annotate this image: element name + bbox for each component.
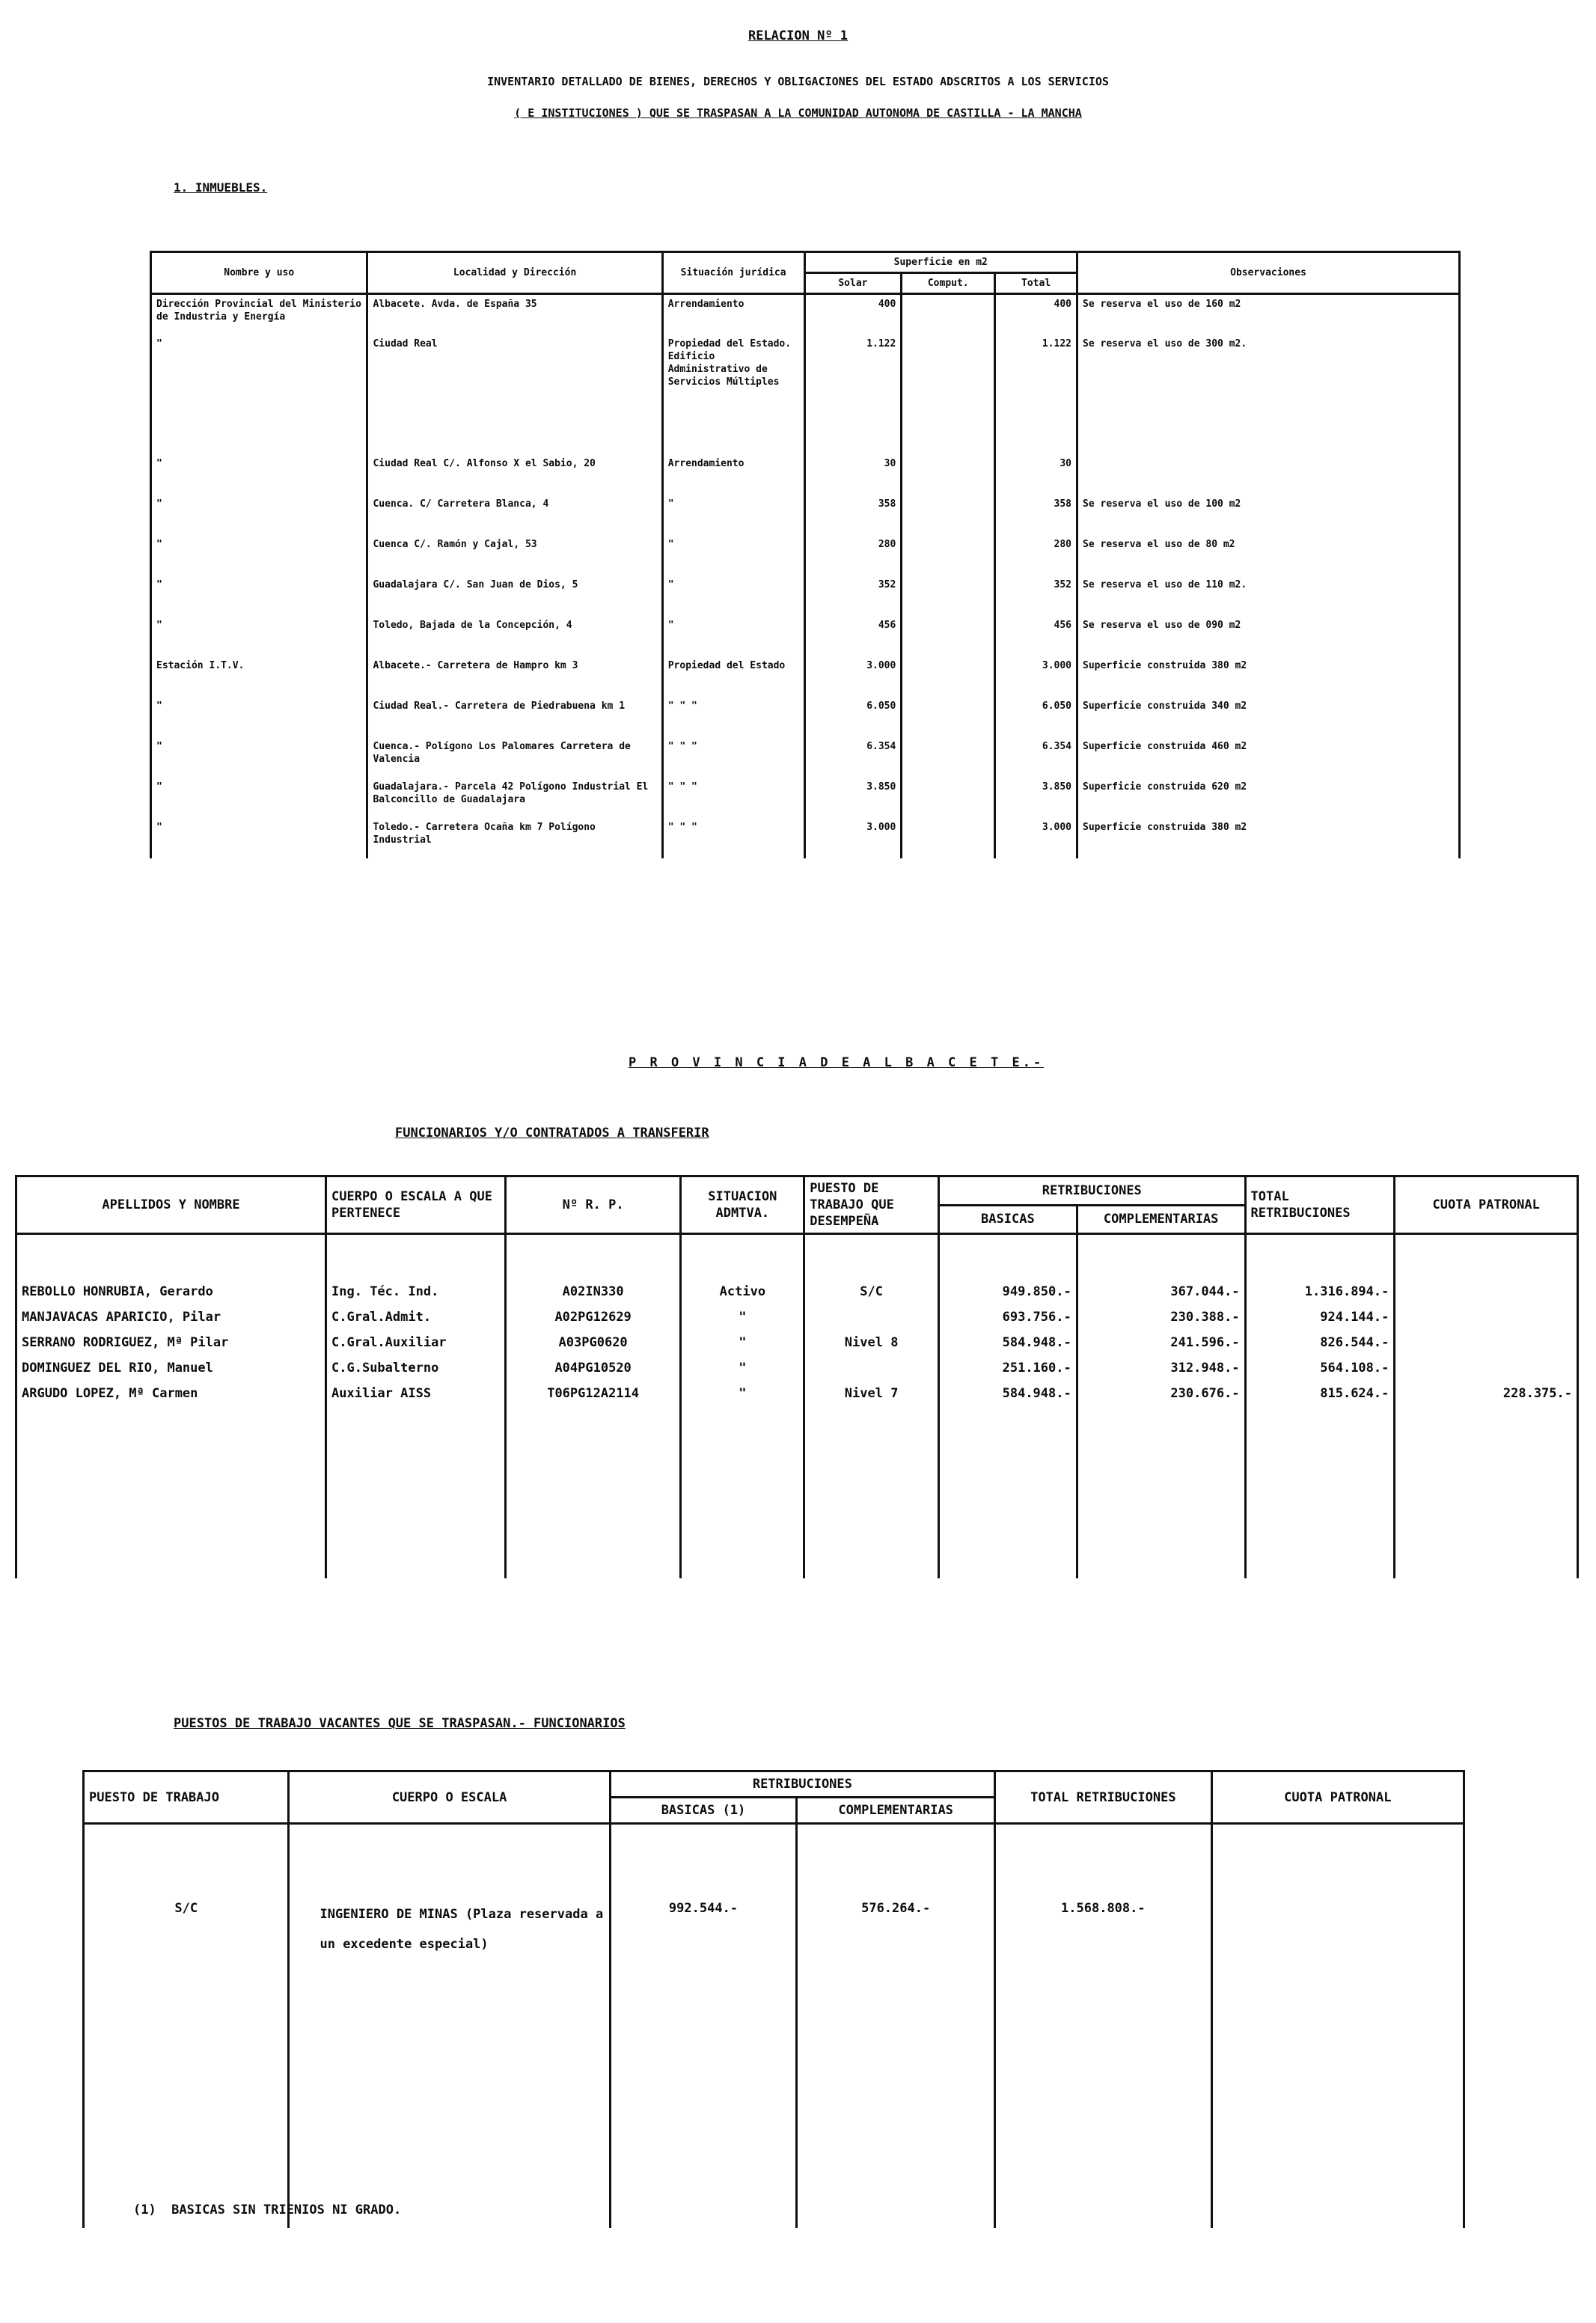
cell-total: 924.144.- — [1245, 1304, 1395, 1330]
table-row — [16, 1355, 1578, 1381]
cell-localidad: Cuenca.- Polígono Los Palomares Carretera de Valencia — [367, 737, 662, 778]
cell-total: 564.108.- — [1245, 1355, 1395, 1381]
cell-situacion: " " " — [662, 737, 804, 778]
document-title-line1: INVENTARIO DETALLADO DE BIENES, DERECHOS Y OBLIGACIONES DEL ESTADO ADSCRITOS A LOS SERVICIOS — [487, 75, 1109, 88]
cell-puesto: S/C — [84, 1824, 289, 2228]
empty-cell — [804, 1406, 939, 1578]
col-puesto-header: PUESTO DE TRABAJO QUE DESEMPEÑA — [804, 1176, 939, 1234]
cell-cuota: 228.375.- — [1395, 1381, 1578, 1406]
cell-basicas: 949.850.- — [939, 1279, 1077, 1304]
col-basicas-header: BASICAS — [939, 1205, 1077, 1234]
cell-solar: 3.000 — [804, 818, 902, 858]
empty-cell — [681, 1406, 804, 1578]
cell-complementarias: 312.948.- — [1077, 1355, 1245, 1381]
cell-localidad: Ciudad Real — [367, 335, 662, 454]
cell-cuerpo: C.G.Subalterno — [326, 1355, 506, 1381]
empty-cell — [939, 1406, 1077, 1578]
col-total-header: TOTAL RETRIBUCIONES — [995, 1771, 1212, 1824]
cell-total: 1.568.808.- — [995, 1824, 1212, 2228]
empty-cell — [1077, 1234, 1245, 1279]
table-header-row — [151, 252, 1460, 273]
document-title-line2: ( E INSTITUCIONES ) QUE SE TRASPASAN A LA COMUNIDAD AUTONOMA DE CASTILLA - LA MANCHA — [514, 106, 1082, 120]
cell-localidad: Toledo, Bajada de la Concepción, 4 — [367, 616, 662, 656]
cell-solar: 358 — [804, 495, 902, 535]
cell-obs: Se reserva el uso de 110 m2. — [1077, 576, 1460, 616]
relacion-number: RELACION Nº 1 — [747, 28, 849, 43]
cell-basicas: 693.756.- — [939, 1304, 1077, 1330]
cell-solar: 456 — [804, 616, 902, 656]
col-complementarias-header: COMPLEMENTARIAS — [797, 1798, 995, 1824]
table-row — [16, 1304, 1578, 1330]
col-puesto-header: PUESTO DE TRABAJO — [84, 1771, 289, 1824]
table-row — [151, 294, 1460, 335]
table-row — [151, 697, 1460, 737]
cell-comput — [902, 454, 995, 495]
cell-situacion: Propiedad del Estado — [662, 656, 804, 697]
cell-puesto: Nivel 8 — [804, 1330, 939, 1355]
col-retribuciones-header: RETRIBUCIONES — [939, 1176, 1246, 1206]
table-row — [151, 535, 1460, 576]
table-row — [151, 778, 1460, 818]
cell-nombre: SERRANO RODRIGUEZ, Mª Pilar — [16, 1330, 326, 1355]
cell-situacion: " — [681, 1381, 804, 1406]
empty-cell — [16, 1234, 326, 1279]
cell-localidad: Guadalajara C/. San Juan de Dios, 5 — [367, 576, 662, 616]
table-row — [151, 656, 1460, 697]
empty-cell — [505, 1406, 681, 1578]
cell-basicas: 584.948.- — [939, 1381, 1077, 1406]
cell-nombre: REBOLLO HONRUBIA, Gerardo — [16, 1279, 326, 1304]
col-solar-header: Solar — [804, 273, 902, 294]
cell-nrp: A02IN330 — [505, 1279, 681, 1304]
cell-localidad: Guadalajara.- Parcela 42 Polígono Industrial El Balconcillo de Guadalajara — [367, 778, 662, 818]
cell-nombre: " — [151, 737, 367, 778]
cell-total: 30 — [995, 454, 1077, 495]
cell-solar: 3.000 — [804, 656, 902, 697]
cell-localidad: Cuenca. C/ Carretera Blanca, 4 — [367, 495, 662, 535]
cell-localidad: Cuenca C/. Ramón y Cajal, 53 — [367, 535, 662, 576]
empty-cell — [1395, 1234, 1578, 1279]
cell-cuota — [1395, 1355, 1578, 1381]
vacantes-table — [82, 1770, 1465, 2228]
cell-situacion: " — [681, 1355, 804, 1381]
cell-obs: Superficie construida 340 m2 — [1077, 697, 1460, 737]
col-cuerpo-header: CUERPO O ESCALA — [289, 1771, 610, 1824]
cell-basicas: 584.948.- — [939, 1330, 1077, 1355]
cell-cuerpo: C.Gral.Admit. — [326, 1304, 506, 1330]
cell-total: 815.624.- — [1245, 1381, 1395, 1406]
table-header-row — [84, 1771, 1464, 1798]
cell-total: 6.354 — [995, 737, 1077, 778]
table-row — [16, 1279, 1578, 1304]
cell-cuota — [1395, 1330, 1578, 1355]
cell-situacion: Activo — [681, 1279, 804, 1304]
cell-cuerpo: Auxiliar AISS — [326, 1381, 506, 1406]
section1-heading: 1. INMUEBLES. — [174, 180, 268, 195]
cell-nombre: " — [151, 697, 367, 737]
col-localidad-header: Localidad y Dirección — [367, 252, 662, 294]
col-cuerpo-header: CUERPO O ESCALA A QUE PERTENECE — [326, 1176, 506, 1234]
cell-nrp: A04PG10520 — [505, 1355, 681, 1381]
cell-situacion: " — [662, 616, 804, 656]
cell-situacion: Propiedad del Estado. Edificio Administrativo de Servicios Múltiples — [662, 335, 804, 454]
cell-total: 352 — [995, 576, 1077, 616]
col-nrp-header: Nº R. P. — [505, 1176, 681, 1234]
empty-cell — [505, 1234, 681, 1279]
empty-cell — [939, 1234, 1077, 1279]
table-row — [16, 1330, 1578, 1355]
table-row — [151, 335, 1460, 454]
cell-obs: Superficie construida 620 m2 — [1077, 778, 1460, 818]
cell-localidad: Albacete.- Carretera de Hampro km 3 — [367, 656, 662, 697]
section2-heading: FUNCIONARIOS Y/O CONTRATADOS A TRANSFERIR — [395, 1126, 709, 1141]
col-complementarias-header: COMPLEMENTARIAS — [1077, 1205, 1245, 1234]
cell-total: 1.316.894.- — [1245, 1279, 1395, 1304]
footnote: (1) BASICAS SIN TRIENIOS NI GRADO. — [133, 2203, 402, 2217]
cell-total: 456 — [995, 616, 1077, 656]
cell-comput — [902, 294, 995, 335]
col-basicas-header: BASICAS (1) — [610, 1798, 797, 1824]
empty-cell — [16, 1406, 326, 1578]
cell-cuerpo: INGENIERO DE MINAS (Plaza reservada a un excedente especial) — [289, 1824, 610, 2228]
cell-situacion: " " " — [662, 818, 804, 858]
cell-nrp: T06PG12A2114 — [505, 1381, 681, 1406]
cell-puesto — [804, 1304, 939, 1330]
empty-cell — [326, 1406, 506, 1578]
cell-nombre: DOMINGUEZ DEL RIO, Manuel — [16, 1355, 326, 1381]
cell-total: 400 — [995, 294, 1077, 335]
cell-puesto: Nivel 7 — [804, 1381, 939, 1406]
col-situacion-header: Situación jurídica — [662, 252, 804, 294]
cell-obs: Se reserva el uso de 100 m2 — [1077, 495, 1460, 535]
col-nombre-header: Nombre y uso — [151, 252, 367, 294]
cell-comput — [902, 495, 995, 535]
cell-basicas: 251.160.- — [939, 1355, 1077, 1381]
table-row — [84, 1824, 1464, 2228]
spacer-row — [16, 1234, 1578, 1279]
cell-situacion: " " " — [662, 697, 804, 737]
cell-total: 3.000 — [995, 818, 1077, 858]
cell-solar: 30 — [804, 454, 902, 495]
table-row — [151, 495, 1460, 535]
empty-cell — [1077, 1406, 1245, 1578]
table-header-row — [16, 1176, 1578, 1206]
cell-nrp: A03PG0620 — [505, 1330, 681, 1355]
empty-cell — [681, 1234, 804, 1279]
cell-puesto: S/C — [804, 1279, 939, 1304]
cell-localidad: Ciudad Real C/. Alfonso X el Sabio, 20 — [367, 454, 662, 495]
cell-cuerpo: C.Gral.Auxiliar — [326, 1330, 506, 1355]
empty-cell — [1245, 1406, 1395, 1578]
cell-cuota — [1211, 1824, 1464, 2228]
col-cuota-header: CUOTA PATRONAL — [1211, 1771, 1464, 1824]
cell-obs: Superficie construida 380 m2 — [1077, 818, 1460, 858]
table-row — [151, 576, 1460, 616]
cell-situacion: " — [681, 1330, 804, 1355]
cell-total: 6.050 — [995, 697, 1077, 737]
cell-solar: 6.354 — [804, 737, 902, 778]
cell-complementarias: 230.676.- — [1077, 1381, 1245, 1406]
cell-obs: Superficie construida 460 m2 — [1077, 737, 1460, 778]
cell-solar: 280 — [804, 535, 902, 576]
cell-comput — [902, 335, 995, 454]
empty-cell — [326, 1234, 506, 1279]
col-cuota-header: CUOTA PATRONAL — [1395, 1176, 1578, 1234]
cell-obs — [1077, 454, 1460, 495]
cell-nombre: " — [151, 454, 367, 495]
empty-cell — [1245, 1234, 1395, 1279]
col-retribuciones-header: RETRIBUCIONES — [610, 1771, 994, 1798]
cell-situacion: " — [662, 535, 804, 576]
table-row — [151, 454, 1460, 495]
cell-obs: Se reserva el uso de 090 m2 — [1077, 616, 1460, 656]
cell-total: 3.850 — [995, 778, 1077, 818]
cell-nombre: ARGUDO LOPEZ, Mª Carmen — [16, 1381, 326, 1406]
cell-comput — [902, 778, 995, 818]
cell-total: 280 — [995, 535, 1077, 576]
cell-cuota — [1395, 1304, 1578, 1330]
province-title: P R O V I N C I A D E A L B A C E T E.- — [629, 1055, 1045, 1070]
empty-cell — [804, 1234, 939, 1279]
col-total-header: Total — [995, 273, 1077, 294]
table-row — [151, 616, 1460, 656]
cell-comput — [902, 535, 995, 576]
cell-nombre: " — [151, 495, 367, 535]
col-total-header: TOTAL RETRIBUCIONES — [1245, 1176, 1395, 1234]
col-superficie-header: Superficie en m2 — [804, 252, 1077, 273]
cell-nombre: " — [151, 576, 367, 616]
cell-comput — [902, 737, 995, 778]
cell-situacion: " — [662, 576, 804, 616]
col-situacion-header: SITUACION ADMTVA. — [681, 1176, 804, 1234]
cell-total: 826.544.- — [1245, 1330, 1395, 1355]
cell-solar: 400 — [804, 294, 902, 335]
funcionarios-table — [15, 1175, 1579, 1578]
cell-puesto — [804, 1355, 939, 1381]
cell-solar: 3.850 — [804, 778, 902, 818]
cell-comput — [902, 616, 995, 656]
cell-nombre: Dirección Provincial del Ministerio de Industria y Energía — [151, 294, 367, 335]
cell-situacion: " — [681, 1304, 804, 1330]
cell-obs: Superficie construida 380 m2 — [1077, 656, 1460, 697]
cell-solar: 6.050 — [804, 697, 902, 737]
cell-nombre: " — [151, 778, 367, 818]
cell-total: 3.000 — [995, 656, 1077, 697]
cell-complementarias: 241.596.- — [1077, 1330, 1245, 1355]
cell-nombre: " — [151, 535, 367, 576]
cell-situacion: " — [662, 495, 804, 535]
cell-complementarias: 367.044.- — [1077, 1279, 1245, 1304]
cell-nombre: " — [151, 616, 367, 656]
cell-obs: Se reserva el uso de 80 m2 — [1077, 535, 1460, 576]
table-row — [16, 1381, 1578, 1406]
cell-complementarias: 576.264.- — [797, 1824, 995, 2228]
table-row — [151, 737, 1460, 778]
empty-cell — [1395, 1406, 1578, 1578]
cell-obs: Se reserva el uso de 300 m2. — [1077, 335, 1460, 454]
cell-basicas: 992.544.- — [610, 1824, 797, 2228]
cell-complementarias: 230.388.- — [1077, 1304, 1245, 1330]
cell-solar: 1.122 — [804, 335, 902, 454]
cell-total: 358 — [995, 495, 1077, 535]
cell-solar: 352 — [804, 576, 902, 616]
cell-comput — [902, 656, 995, 697]
cell-nombre: " — [151, 818, 367, 858]
cell-obs: Se reserva el uso de 160 m2 — [1077, 294, 1460, 335]
cell-cuota — [1395, 1279, 1578, 1304]
cell-comput — [902, 818, 995, 858]
table-row — [151, 818, 1460, 858]
cell-situacion: Arrendamiento — [662, 454, 804, 495]
cell-total: 1.122 — [995, 335, 1077, 454]
cell-situacion: " " " — [662, 778, 804, 818]
cell-localidad: Ciudad Real.- Carretera de Piedrabuena km 1 — [367, 697, 662, 737]
cell-situacion: Arrendamiento — [662, 294, 804, 335]
cell-nombre: " — [151, 335, 367, 454]
col-apellidos-header: APELLIDOS Y NOMBRE — [16, 1176, 326, 1234]
cell-nrp: A02PG12629 — [505, 1304, 681, 1330]
cell-nombre: Estación I.T.V. — [151, 656, 367, 697]
cell-cuerpo: Ing. Téc. Ind. — [326, 1279, 506, 1304]
cell-comput — [902, 576, 995, 616]
col-observaciones-header: Observaciones — [1077, 252, 1460, 294]
cell-localidad: Albacete. Avda. de España 35 — [367, 294, 662, 335]
inmuebles-table — [150, 251, 1461, 858]
col-comput-header: Comput. — [902, 273, 995, 294]
section3-heading: PUESTOS DE TRABAJO VACANTES QUE SE TRASPASAN.- FUNCIONARIOS — [174, 1716, 626, 1731]
cell-nombre: MANJAVACAS APARICIO, Pilar — [16, 1304, 326, 1330]
cell-comput — [902, 697, 995, 737]
spacer-row — [16, 1406, 1578, 1578]
cell-localidad: Toledo.- Carretera Ocaña km 7 Polígono Industrial — [367, 818, 662, 858]
